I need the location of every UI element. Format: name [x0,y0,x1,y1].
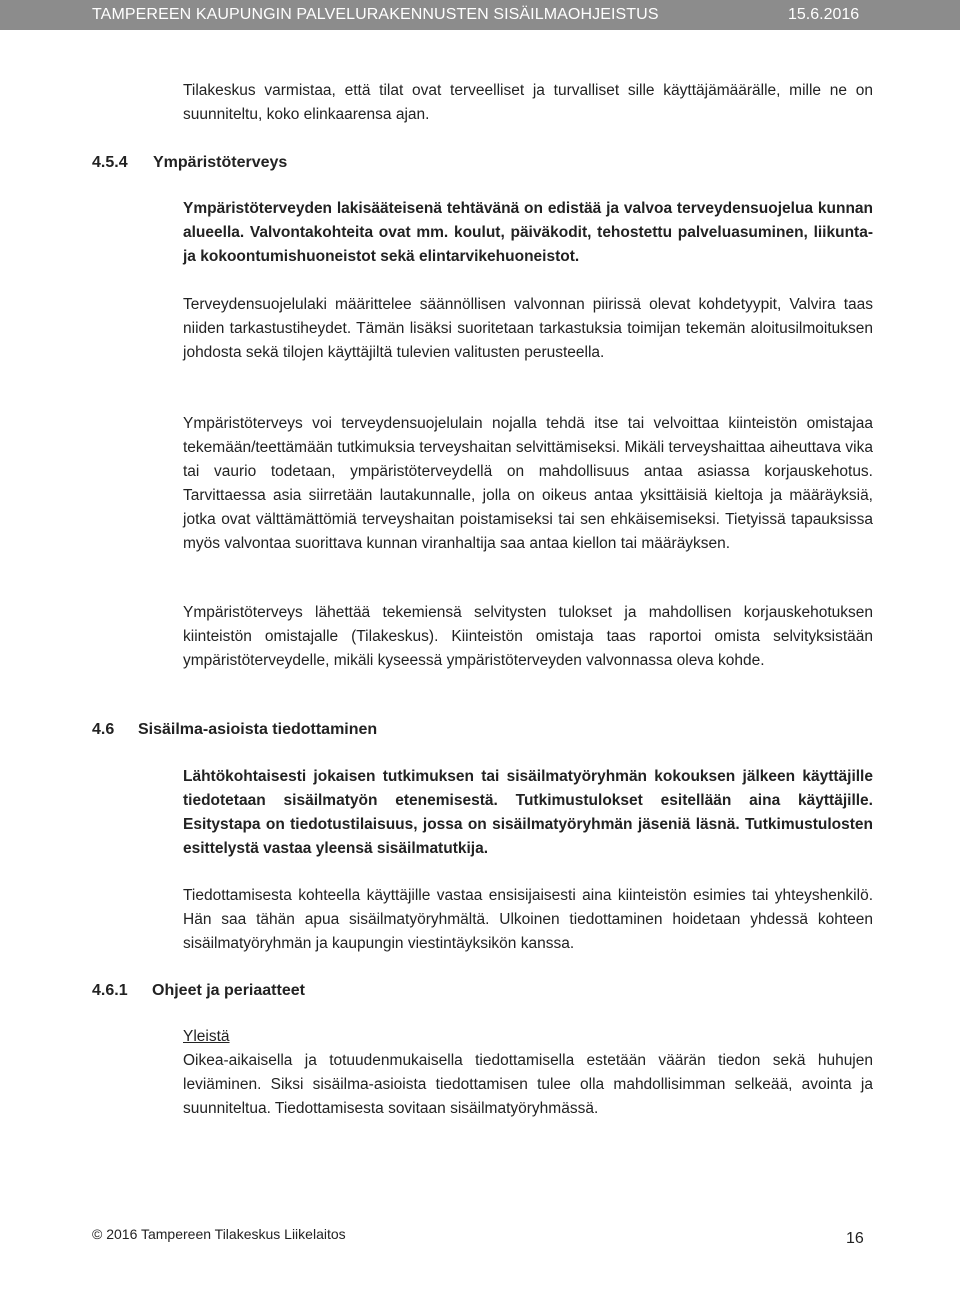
intro-paragraph: Tilakeskus varmistaa, että tilat ovat terveelliset ja turvalliset sille käyttäjämäärälle, mille ne on suunniteltu, koko elinkaarensa ajan. [183,82,873,123]
section-4-5-4-paragraph-2: Ympäristöterveys voi terveydensuojelulain nojalla tehdä itse tai velvoittaa kiinteistön omistajaa tekemään/teettämään tutkimuksia terveyshaitan selvittämiseksi. Mikäli terveyshaittaa aiheuttava vika tai vaurio todetaan, ympäristöterveydellä on mahdollisuus antaa asiassa korjauskehotus. Tarvittaessa asia siirretään lautakunnalle, jolla on oikeus antaa yksittäisiä kieltoja ja määräyksiä, jotka ovat välttämättömiä terveyshaitan poistamiseksi tai sen ehkäisemiseksi. Tietyissä tapauksissa myös valvontaa suorittava kunnan viranhaltija saa antaa kiellon tai määräyksen. [183,415,873,552]
section-heading-4-6 [92,718,377,742]
section-heading-4-6-1 [92,979,305,1003]
section-title: Sisäilma-asioista tiedottaminen [138,721,378,738]
section-title: Ympäristöterveys [153,154,288,171]
page-number: 16 [846,1230,864,1247]
page-header [0,0,960,30]
section-number: 4.5.4 [92,154,128,171]
section-4-6-1-paragraph: Oikea-aikaisella ja totuudenmukaisella tiedottamisella estetään väärän tiedon sekä huhujen leviäminen. Siksi sisäilma-asioista tiedottamisen tulee olla mahdollisimman selkeää, avointa ja suunniteltua. Tiedottamisesta sovitaan sisäilmatyöryhmässä. [183,1052,873,1117]
document-title: TAMPEREEN KAUPUNGIN PALVELURAKENNUSTEN SISÄILMAOHJEISTUS [92,6,659,23]
footer-copyright: © 2016 Tampereen Tilakeskus Liikelaitos [92,1226,346,1242]
section-4-5-4-paragraph-3: Ympäristöterveys lähettää tekemiensä selvitysten tulokset ja mahdollisen korjauskehotuksen kiinteistön omistajalle (Tilakeskus). Kiinteistön omistaja taas raportoi omista selvityksistään ympäristöterveydelle, mikäli kyseessä ympäristöterveyden valvonnassa oleva kohde. [183,604,873,669]
section-4-6-1-body [183,1025,873,1121]
section-title: Ohjeet ja periaatteet [152,982,305,999]
section-4-5-4-paragraph-1: Terveydensuojelulaki määrittelee säännöllisen valvonnan piirissä olevat kohdetyypit, Valvira taas niiden tarkastustiheydet. Tämän lisäksi suoritetaan tarkastuksia toimijan tekemän aloitusilmoituksen johdosta sekä tilojen käyttäjiltä tulevien valitusten perusteella. [183,296,873,361]
subsection-label: Yleistä [183,1028,230,1045]
section-4-6-paragraph: Tiedottamisesta kohteella käyttäjille vastaa ensisijaisesti aina kiinteistön esimies tai yhteyshenkilö. Hän saa tähän apua sisäilmatyöryhmältä. Ulkoinen tiedottaminen hoidetaan yhdessä kohteen sisäilmatyöryhmän ja kaupungin viestintäyksikön kanssa. [183,887,873,952]
section-4-5-4-bold-paragraph: Ympäristöterveyden lakisääteisenä tehtävänä on edistää ja valvoa terveydensuojelua kunnan alueella. Valvontakohteita ovat mm. koulut, päiväkodit, tehostettu palveluasuminen, liikunta- ja kokoontumishuoneistot sekä elintarvikehuoneistot. [183,200,873,265]
document-date: 15.6.2016 [788,6,860,23]
section-number: 4.6.1 [92,982,128,999]
section-heading-4-5-4 [92,151,287,175]
section-4-6-bold-paragraph: Lähtökohtaisesti jokaisen tutkimuksen tai sisäilmatyöryhmän kokouksen jälkeen käyttäjille tiedotetaan sisäilmatyön etenemisestä. Tutkimustulokset esitellään aina käyttäjille. Esitystapa on tiedotustilaisuus, jossa on sisäilmatyöryhmän jäseniä läsnä. Tutkimustulosten esittelystä vastaa yleensä sisäilmatutkija. [183,768,873,857]
section-number: 4.6 [92,721,115,738]
